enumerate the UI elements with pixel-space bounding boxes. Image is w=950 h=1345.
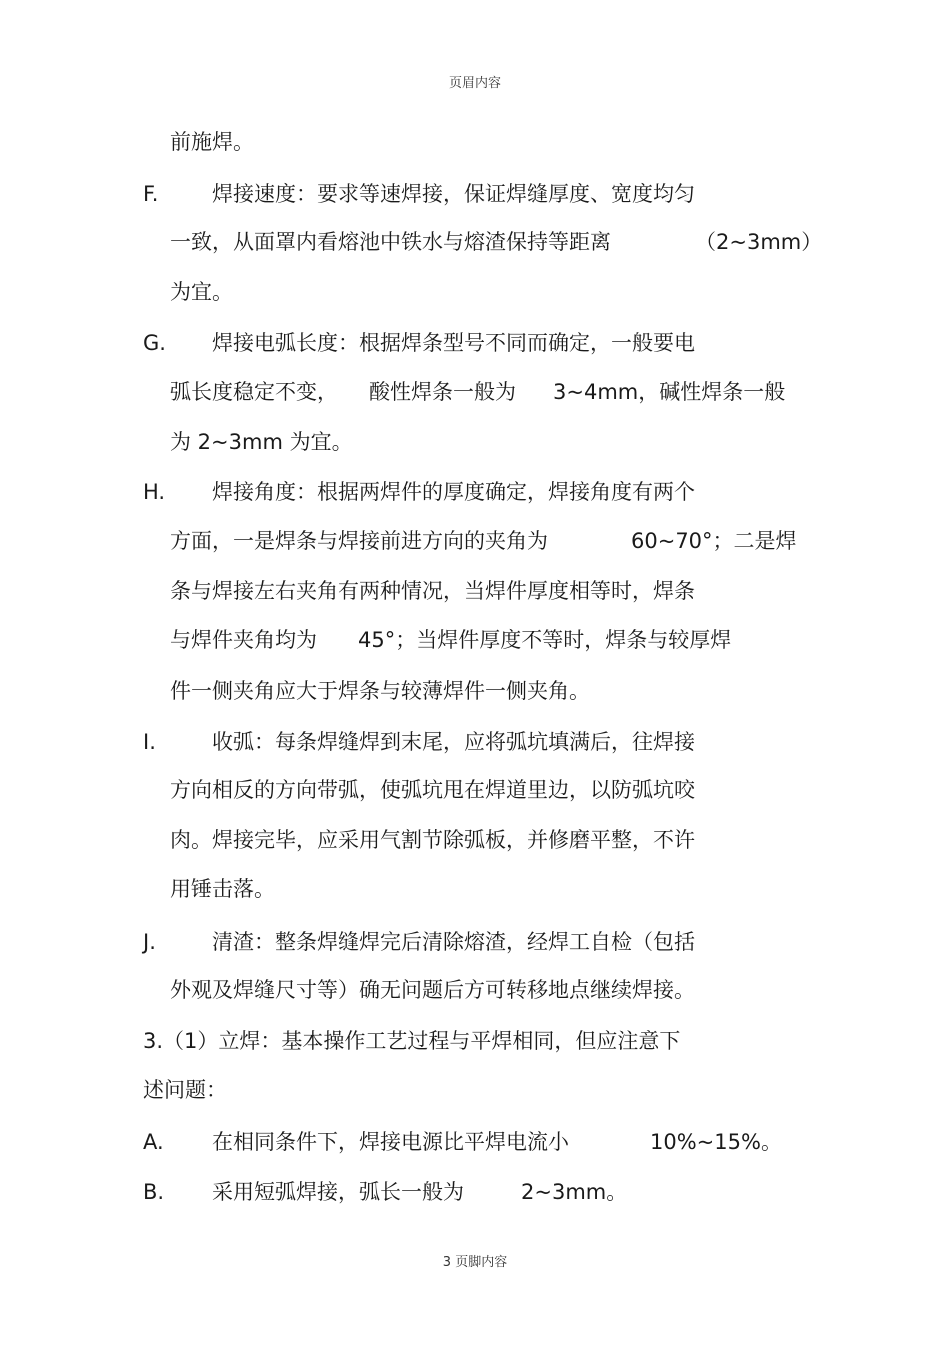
text-line: 为 2~3mm 为宜。 [170, 430, 353, 454]
text-line: 60~70°；二是焊 [631, 529, 797, 553]
text-line: 在相同条件下，焊接电源比平焊电流小 [212, 1130, 569, 1154]
item-marker-f: F. [143, 182, 159, 206]
text-line: 肉。焊接完毕，应采用气割节除弧板，并修磨平整，不许 [170, 828, 695, 852]
section-heading: 3.（1）立焊：基本操作工艺过程与平焊相同，但应注意下 [143, 1029, 681, 1053]
item-marker-g: G. [143, 331, 166, 355]
item-marker-h: H. [143, 480, 166, 504]
text-line: 2~3mm。 [521, 1180, 628, 1204]
item-marker-j: J. [143, 930, 156, 954]
text-line: 方向相反的方向带弧，使弧坑甩在焊道里边，以防弧坑咬 [170, 778, 695, 802]
text-line: 件一侧夹角应大于焊条与较薄焊件一侧夹角。 [170, 679, 590, 703]
text-line: 焊接速度：要求等速焊接，保证焊缝厚度、宽度均匀 [212, 182, 695, 206]
page-header: 页眉内容 [448, 76, 501, 91]
text-line: 方面，一是焊条与焊接前进方向的夹角为 [170, 529, 548, 553]
text-line: 采用短弧焊接，弧长一般为 [212, 1180, 464, 1204]
item-marker-b: B. [143, 1180, 165, 1204]
text-line: 弧长度稳定不变， [170, 380, 338, 404]
text-line: 3~4mm，碱性焊条一般 [553, 380, 786, 404]
text-line: 外观及焊缝尺寸等）确无问题后方可转移地点继续焊接。 [170, 978, 695, 1002]
item-marker-i: I. [143, 730, 156, 754]
text-line: 为宜。 [170, 280, 233, 304]
text-line: 前施焊。 [170, 130, 254, 154]
text-line: 清渣：整条焊缝焊完后清除熔渣，经焊工自检（包括 [212, 930, 695, 954]
page-footer: 3 页脚内容 [442, 1255, 508, 1270]
text-line: （2~3mm） [695, 230, 823, 254]
text-line: 用锤击落。 [170, 877, 275, 901]
text-line: 焊接角度：根据两焊件的厚度确定，焊接角度有两个 [212, 480, 695, 504]
text-line: 述问题： [143, 1078, 227, 1102]
text-line: 一致，从面罩内看熔池中铁水与熔渣保持等距离 [170, 230, 611, 254]
text-line: 10%~15%。 [650, 1130, 782, 1154]
item-marker-a: A. [143, 1130, 164, 1154]
text-line: 与焊件夹角均为 [170, 628, 317, 652]
text-line: 收弧：每条焊缝焊到末尾，应将弧坑填满后，往焊接 [212, 730, 695, 754]
text-line: 条与焊接左右夹角有两种情况，当焊件厚度相等时，焊条 [170, 579, 695, 603]
text-line: 酸性焊条一般为 [369, 380, 516, 404]
text-line: 焊接电弧长度：根据焊条型号不同而确定，一般要电 [212, 331, 695, 355]
text-line: 45°；当焊件厚度不等时，焊条与较厚焊 [358, 628, 732, 652]
